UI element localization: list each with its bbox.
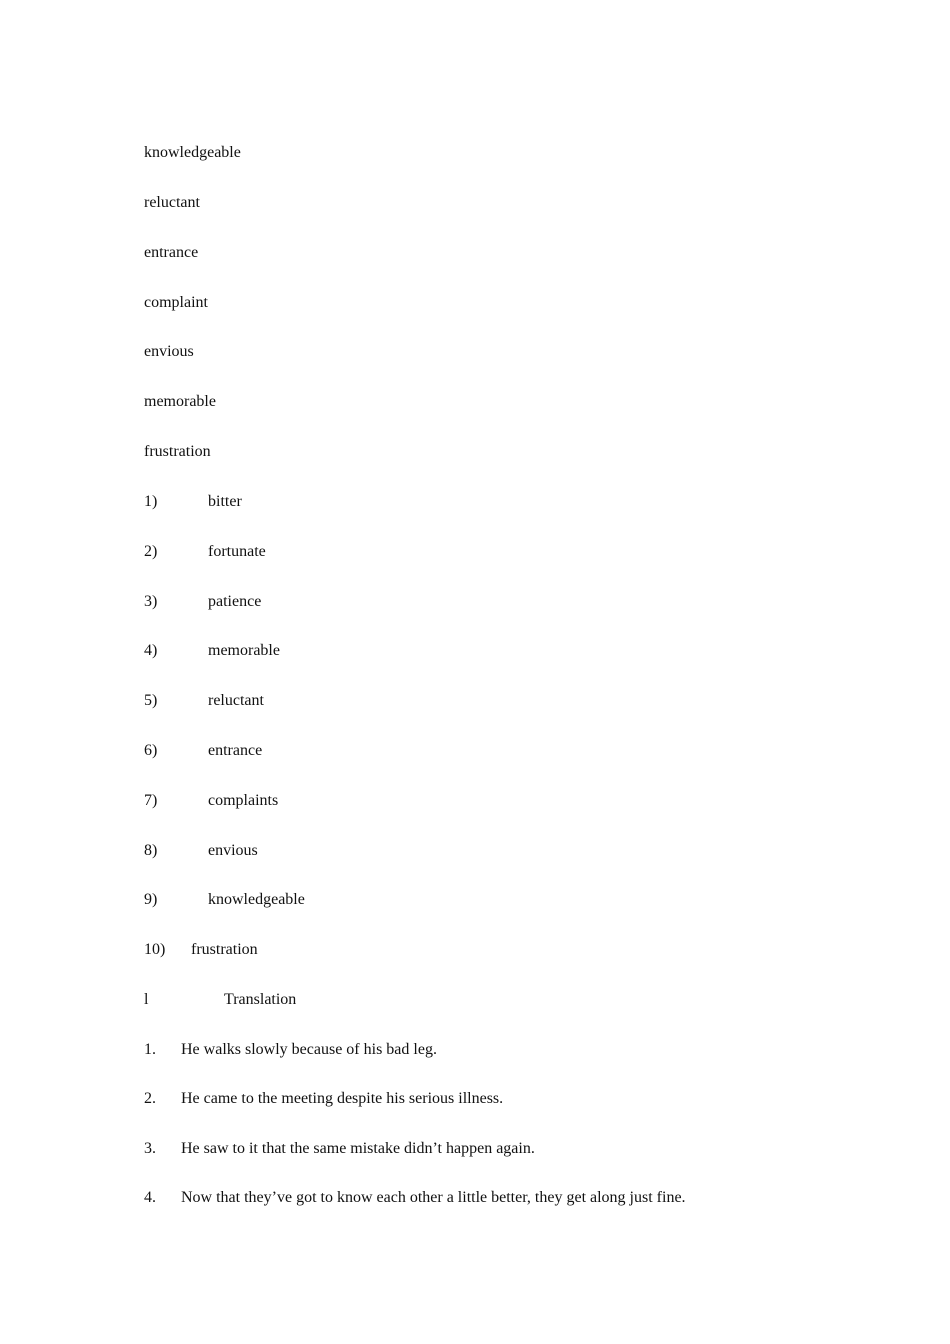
answer-text: reluctant	[208, 692, 264, 709]
answer-number: 9)	[144, 891, 158, 908]
answer-item	[144, 741, 263, 761]
answer-item	[144, 890, 305, 910]
translation-heading	[144, 990, 297, 1010]
translation-number: 2.	[144, 1090, 156, 1107]
answer-number: 7)	[144, 792, 158, 809]
answer-item	[144, 492, 242, 512]
answer-number: 4)	[144, 642, 158, 659]
translation-text: He walks slowly because of his bad leg.	[181, 1041, 437, 1058]
answer-number: 1)	[144, 493, 158, 510]
answer-number: 6)	[144, 742, 158, 759]
answer-number: 3)	[144, 593, 158, 610]
heading-title: Translation	[224, 991, 297, 1008]
answer-item	[144, 940, 258, 960]
translation-text: Now that they’ve got to know each other a little better, they get along just fine.	[181, 1189, 686, 1206]
answer-text: knowledgeable	[208, 891, 305, 908]
answer-number: 8)	[144, 842, 158, 859]
word-item: memorable	[144, 393, 216, 410]
answer-text: bitter	[208, 493, 242, 510]
answer-item	[144, 592, 262, 612]
answer-item	[144, 691, 264, 711]
answer-item	[144, 841, 258, 861]
answer-text: patience	[208, 593, 262, 610]
answer-text: envious	[208, 842, 258, 859]
answer-text: fortunate	[208, 543, 266, 560]
word-item: reluctant	[144, 194, 200, 211]
translation-item	[144, 1089, 504, 1109]
translation-number: 4.	[144, 1189, 156, 1206]
translation-text: He came to the meeting despite his serious illness.	[181, 1090, 504, 1107]
word-item: complaint	[144, 294, 208, 311]
answer-number: 10)	[144, 941, 166, 958]
answer-item	[144, 791, 279, 811]
word-item: knowledgeable	[144, 144, 241, 161]
word-item: envious	[144, 343, 194, 360]
answer-text: complaints	[208, 792, 279, 809]
answer-item	[144, 641, 280, 661]
answer-text: entrance	[208, 742, 263, 759]
word-item: frustration	[144, 443, 211, 460]
translation-text: He saw to it that the same mistake didn’t happen again.	[181, 1140, 535, 1157]
heading-bullet: l	[144, 991, 149, 1008]
word-item: entrance	[144, 244, 199, 261]
answer-number: 2)	[144, 543, 158, 560]
translation-item	[144, 1188, 686, 1208]
translation-item	[144, 1040, 437, 1060]
answer-text: frustration	[191, 941, 258, 958]
translation-number: 3.	[144, 1140, 156, 1157]
answer-text: memorable	[208, 642, 280, 659]
translation-number: 1.	[144, 1041, 156, 1058]
answer-number: 5)	[144, 692, 158, 709]
translation-item	[144, 1139, 535, 1159]
answer-item	[144, 542, 266, 562]
